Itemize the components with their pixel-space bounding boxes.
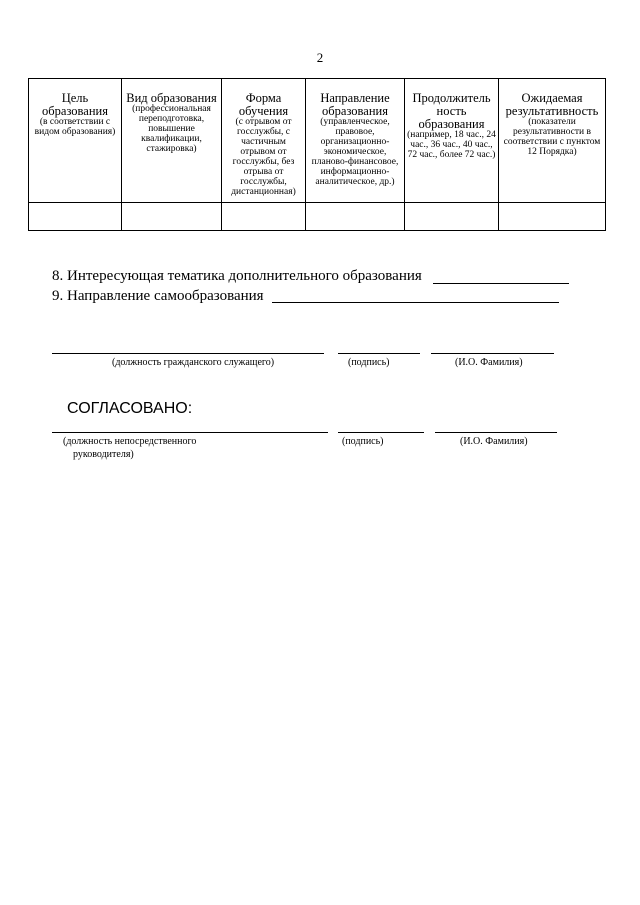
header-note: (профессиональная переподготовка, повышение квалификации, стажировка)	[132, 104, 211, 154]
header-title: Направление образования	[320, 91, 390, 119]
header-note: (показатели результативности в соответствии с пунктом 12 Порядка)	[503, 117, 601, 158]
header-note: (в соответствии с видом образования)	[34, 117, 116, 138]
supervisor-position-caption: (должность непосредственного	[63, 436, 197, 447]
position-caption: (должность гражданского служащего)	[112, 357, 275, 368]
header-cell-result	[499, 79, 606, 203]
header-cell-direction	[306, 79, 405, 203]
supervisor-signature-line[interactable]	[338, 432, 424, 433]
header-title: Ожидаемая результативность	[505, 91, 599, 119]
name-signature-line[interactable]	[431, 353, 554, 354]
table-cell[interactable]	[122, 203, 222, 231]
header-note: (например, 18 час., 24 час., 36 час., 40 час., 72 час., более 72 час.)	[407, 130, 496, 161]
header-cell-type	[122, 79, 222, 203]
table-row	[29, 203, 606, 231]
approval-heading: СОГЛАСОВАНО:	[67, 400, 193, 417]
supervisor-name-line[interactable]	[435, 432, 557, 433]
header-title: Продолжитель ность образования	[412, 91, 491, 132]
education-plan-table	[28, 78, 606, 231]
item-9-fill-line[interactable]	[272, 302, 559, 303]
header-cell-goal	[29, 79, 122, 203]
item-8-fill-line[interactable]	[433, 283, 569, 284]
item-8-label: 8. Интересующая тематика дополнительного образования	[52, 268, 422, 284]
header-title: Форма обучения	[238, 91, 289, 119]
name-caption: (И.О. Фамилия)	[455, 357, 523, 368]
header-cell-duration	[405, 79, 499, 203]
item-9-label: 9. Направление самообразования	[52, 288, 264, 304]
header-cell-form	[222, 79, 306, 203]
supervisor-position-line[interactable]	[52, 432, 328, 433]
header-note: (с отрывом от госслужбы, с частичным отрывом от госслужбы, без отрыва от госслужбы, дистанционная)	[231, 117, 296, 198]
signature-caption: (подпись)	[348, 357, 390, 368]
table-header-row	[29, 79, 606, 203]
header-title: Вид образования	[126, 91, 217, 105]
page-number: 2	[316, 50, 324, 65]
supervisor-position-caption-continued: руководителя)	[73, 449, 134, 460]
signature-line[interactable]	[338, 353, 420, 354]
supervisor-name-caption: (И.О. Фамилия)	[460, 436, 528, 447]
table-cell[interactable]	[29, 203, 122, 231]
position-signature-line[interactable]	[52, 353, 324, 354]
table-cell[interactable]	[405, 203, 499, 231]
header-title: Цель образования	[42, 91, 108, 119]
table-cell[interactable]	[222, 203, 306, 231]
table-cell[interactable]	[306, 203, 405, 231]
supervisor-signature-caption: (подпись)	[342, 436, 384, 447]
header-note: (управленческое, правовое, организационно-экономическое, планово-финансовое, информационно-аналитическое, др.)	[311, 117, 399, 188]
table-cell[interactable]	[499, 203, 606, 231]
